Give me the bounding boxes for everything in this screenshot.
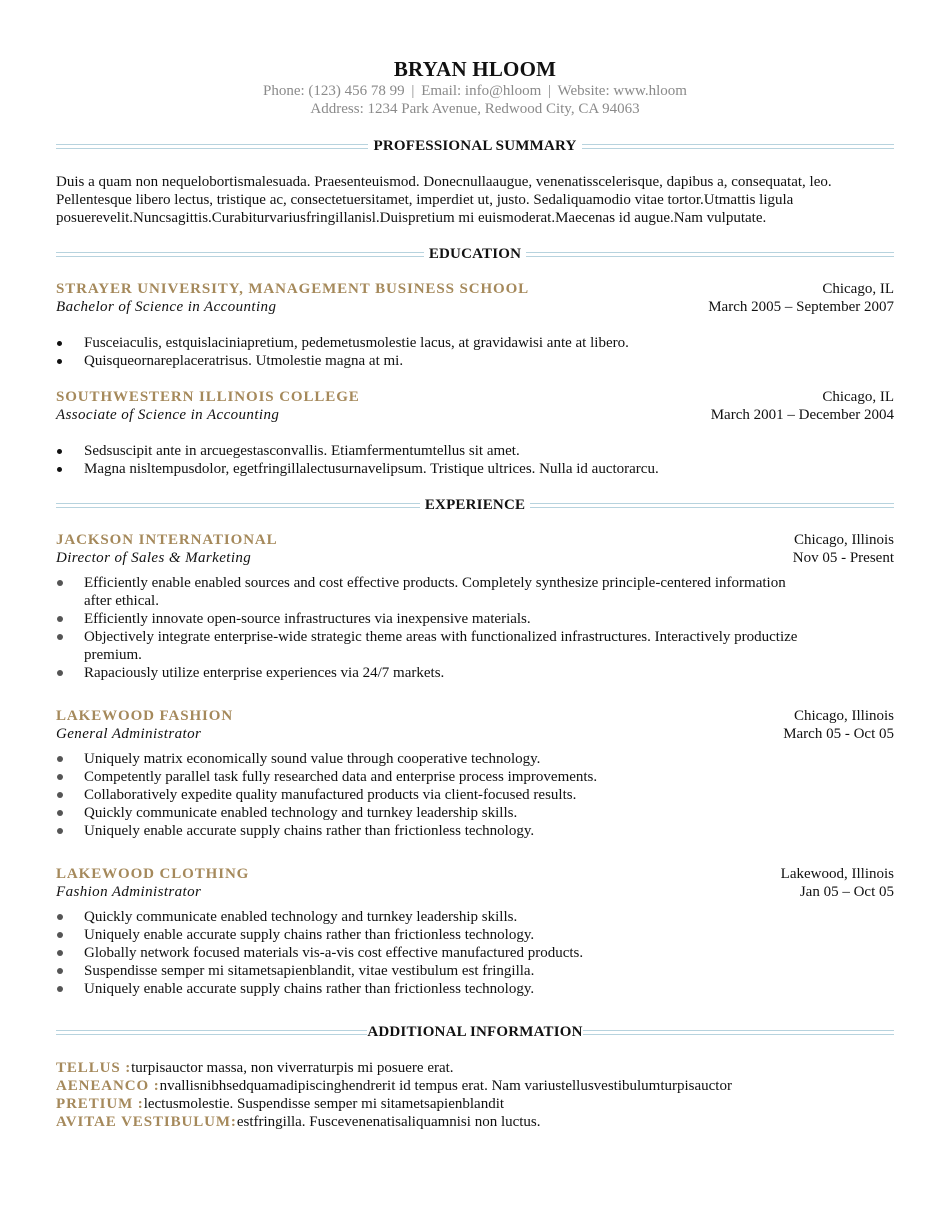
section-title: PROFESSIONAL SUMMARY — [373, 137, 577, 154]
list-item: Fusceiaculis, estquislaciniapretium, pedemetusmolestie lacus, at gravidawisi ante at libero. — [56, 334, 894, 352]
section-title: ADDITIONAL INFORMATION — [367, 1023, 583, 1040]
address: Address: 1234 Park Avenue, Redwood City, CA 94063 — [310, 101, 640, 117]
experience-entry — [56, 531, 894, 682]
list-item: Objectively integrate enterprise-wide strategic theme areas with functionalized infrastructures. Interactively productize premium. — [56, 628, 894, 664]
separator: | — [411, 83, 415, 99]
bullet-icon — [57, 828, 63, 834]
list-item — [56, 1077, 894, 1095]
list-item: Uniquely enable accurate supply chains rather than frictionless technology. — [56, 926, 894, 944]
separator: | — [548, 83, 552, 99]
bullet-icon — [57, 449, 62, 454]
item-label: AENEANCO : — [56, 1078, 160, 1094]
list-item: Efficiently enable enabled sources and cost effective products. Completely synthesize principle-centered information after ethical. — [56, 574, 894, 610]
bullet-list — [56, 908, 894, 998]
bullet-icon — [57, 467, 62, 472]
list-item: Magna nisltempusdolor, egetfringillalectusurnavelipsum. Tristique ultrices. Nulla id auctorarcu. — [56, 460, 894, 478]
bullet-icon — [57, 634, 63, 640]
bullet-list — [56, 750, 894, 840]
school-name: STRAYER UNIVERSITY, MANAGEMENT BUSINESS SCHOOL — [56, 281, 530, 297]
item-text: estfringilla. Fuscevenenatisaliquamnisi non luctus. — [236, 1114, 541, 1130]
location: Lakewood, Illinois — [780, 866, 894, 882]
divider — [56, 1030, 367, 1035]
divider — [56, 144, 368, 149]
item-label: TELLUS : — [56, 1060, 132, 1076]
item-label: PRETIUM : — [56, 1096, 144, 1112]
location: Chicago, IL — [822, 389, 894, 405]
list-item: Quickly communicate enabled technology and turnkey leadership skills. — [56, 804, 894, 822]
divider — [56, 252, 424, 257]
website: Website: www.hloom — [557, 83, 687, 99]
degree: Bachelor of Science in Accounting — [56, 299, 277, 315]
job-title: Fashion Administrator — [56, 884, 202, 900]
bullet-icon — [57, 341, 62, 346]
bullet-icon — [57, 792, 63, 798]
list-item: Quisqueornareplaceratrisus. Utmolestie magna at mi. — [56, 352, 894, 370]
list-item: Efficiently innovate open-source infrastructures via inexpensive materials. — [56, 610, 894, 628]
degree: Associate of Science in Accounting — [56, 407, 280, 423]
section-title: EDUCATION — [428, 245, 522, 262]
summary-text: Duis a quam non nequelobortismalesuada. Praesenteuismod. Donecnullaaugue, venenatisscelerisque, dapibus a, consequatat, leo. Pellentesque libero lectus, tristique ac, consectetuersitamet, imperdiet ut, justo. Sedaliquamodio vitae tortor.Utmattis ligula posuerevelit.Nuncsagittis.Curabiturvariusfringillanisl.Duispretium mi euismoderat.Maecenas id augue.Nam vulputate. — [56, 174, 832, 226]
bullet-icon — [57, 968, 63, 974]
divider — [582, 144, 894, 149]
email: Email: info@hloom — [421, 83, 542, 99]
contact-line — [56, 82, 894, 100]
divider — [530, 503, 894, 508]
dates: Jan 05 – Oct 05 — [799, 884, 894, 900]
additional-list — [56, 1059, 894, 1131]
list-item: Globally network focused materials vis-a-vis cost effective manufactured products. — [56, 944, 894, 962]
bullet-icon — [57, 986, 63, 992]
candidate-name: BRYAN HLOOM — [393, 57, 557, 81]
resume-page — [56, 56, 894, 1131]
location: Chicago, Illinois — [794, 708, 894, 724]
bullet-icon — [57, 756, 63, 762]
divider — [56, 503, 420, 508]
section-heading-experience — [56, 496, 894, 514]
dates: March 2001 – December 2004 — [710, 407, 894, 423]
dates: Nov 05 - Present — [792, 550, 894, 566]
list-item: Competently parallel task fully researched data and enterprise process improvements. — [56, 768, 894, 786]
list-item: Uniquely enable accurate supply chains rather than frictionless technology. — [56, 822, 894, 840]
list-item: Uniquely matrix economically sound value through cooperative technology. — [56, 750, 894, 768]
bullet-list — [56, 334, 894, 370]
item-text: lectusmolestie. Suspendisse semper mi sitametsapienblandit — [143, 1096, 505, 1112]
section-title: EXPERIENCE — [424, 496, 526, 513]
dates: March 2005 – September 2007 — [708, 299, 894, 315]
dates: March 05 - Oct 05 — [783, 726, 894, 742]
list-item: Collaboratively expedite quality manufactured products via client-focused results. — [56, 786, 894, 804]
list-item: Quickly communicate enabled technology and turnkey leadership skills. — [56, 908, 894, 926]
bullet-icon — [57, 670, 63, 676]
divider — [526, 252, 894, 257]
list-item — [56, 1113, 894, 1131]
education-entry — [56, 388, 894, 478]
bullet-icon — [57, 580, 63, 586]
bullet-list — [56, 574, 894, 682]
company-name: JACKSON INTERNATIONAL — [56, 532, 278, 548]
job-title: Director of Sales & Marketing — [56, 550, 252, 566]
company-name: LAKEWOOD FASHION — [56, 708, 234, 724]
item-text: nvallisnibhsedquamadipiscinghendrerit id tempus erat. Nam variustellusvestibulumturpisauctor — [159, 1078, 732, 1094]
list-item: Sedsuscipit ante in arcuegestasconvallis. Etiamfermentumtellus sit amet. — [56, 442, 894, 460]
bullet-icon — [57, 616, 63, 622]
location: Chicago, Illinois — [794, 532, 894, 548]
bullet-icon — [57, 914, 63, 920]
item-text: turpisauctor massa, non viverraturpis mi posuere erat. — [131, 1060, 454, 1076]
location: Chicago, IL — [822, 281, 894, 297]
job-title: General Administrator — [56, 726, 202, 742]
section-heading-education — [56, 245, 894, 263]
bullet-icon — [57, 950, 63, 956]
section-heading-summary — [56, 137, 894, 155]
education-entry — [56, 280, 894, 370]
phone: Phone: (123) 456 78 99 — [263, 83, 405, 99]
list-item: Uniquely enable accurate supply chains rather than frictionless technology. — [56, 980, 894, 998]
bullet-icon — [57, 359, 62, 364]
item-label: AVITAE VESTIBULUM: — [56, 1114, 237, 1130]
divider — [583, 1030, 894, 1035]
bullet-icon — [57, 810, 63, 816]
list-item — [56, 1095, 894, 1113]
experience-entry — [56, 707, 894, 840]
bullet-list — [56, 442, 894, 478]
school-name: SOUTHWESTERN ILLINOIS COLLEGE — [56, 389, 360, 405]
list-item: Rapaciously utilize enterprise experiences via 24/7 markets. — [56, 664, 894, 682]
experience-entry — [56, 865, 894, 998]
bullet-icon — [57, 774, 63, 780]
company-name: LAKEWOOD CLOTHING — [56, 866, 250, 882]
bullet-icon — [57, 932, 63, 938]
list-item: Suspendisse semper mi sitametsapienblandit, vitae vestibulum est fringilla. — [56, 962, 894, 980]
section-heading-additional — [56, 1023, 894, 1041]
list-item — [56, 1059, 894, 1077]
